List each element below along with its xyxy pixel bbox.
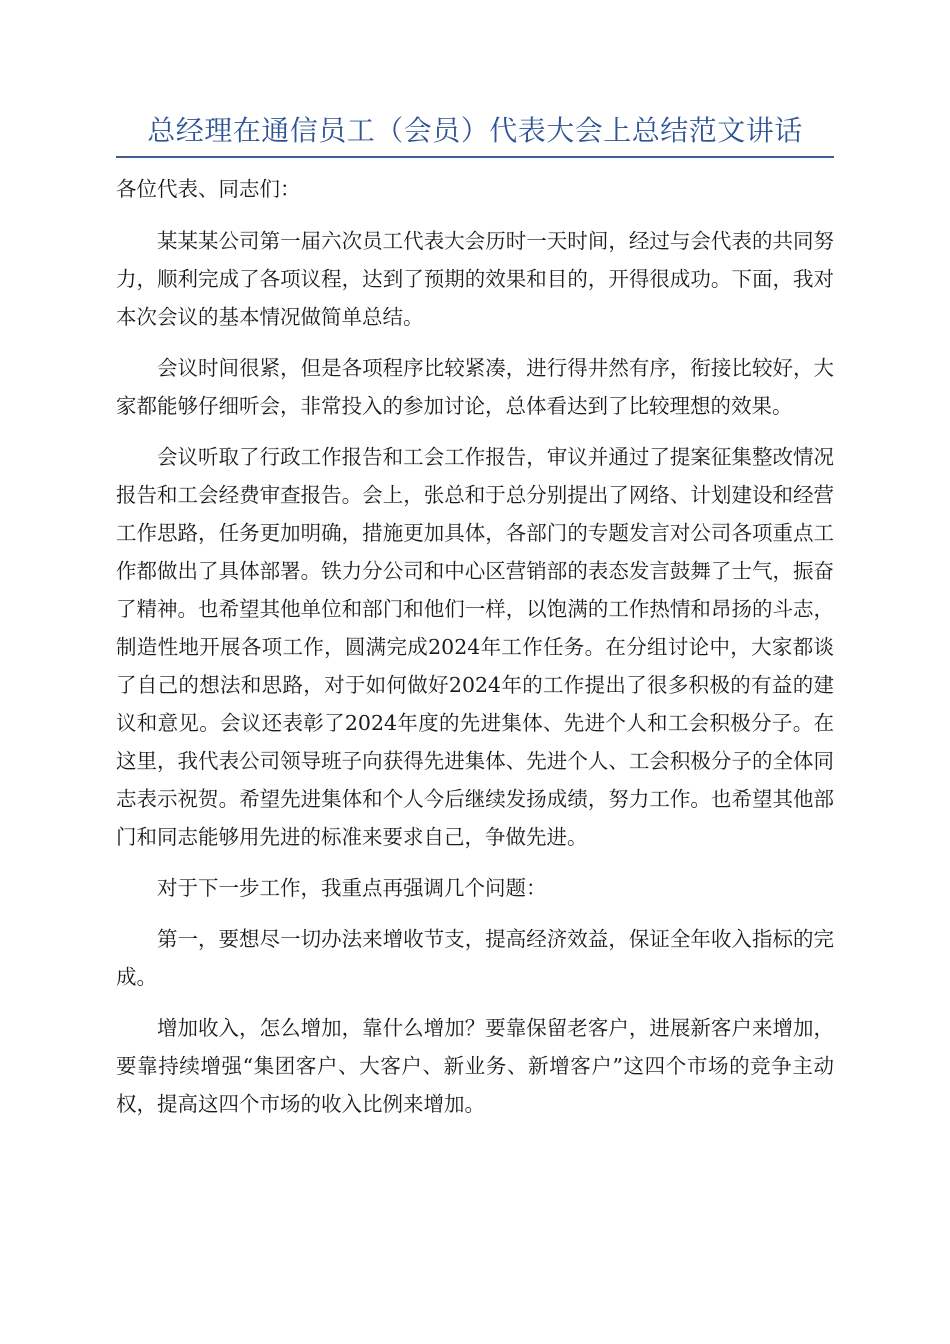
- document-body: [116, 170, 834, 1136]
- paragraph-3: 会议听取了行政工作报告和工会工作报告，审议并通过了提案征集整改情况报告和工会经费审查报告。会上，张总和于总分别提出了网络、计划建设和经营工作思路，任务更加明确，措施更加具体，各部门的专题发言对公司各项重点工作都做出了具体部署。铁力分公司和中心区营销部的表态发言鼓舞了士气，振奋了精神。也希望其他单位和部门和他们一样，以饱满的工作热情和昂扬的斗志，制造性地开展各项工作，圆满完成2024年工作任务。在分组讨论中，大家都谈了自己的想法和思路，对于如何做好2024年的工作提出了很多积极的有益的建议和意见。会议还表彰了2024年度的先进集体、先进个人和工会积极分子。在这里，我代表公司领导班子向获得先进集体、先进个人、工会积极分子的全体同志表示祝贺。希望先进集体和个人今后继续发扬成绩，努力工作。也希望其他部门和同志能够用先进的标准来要求自己，争做先进。: [116, 445, 834, 849]
- paragraph-5: 第一，要想尽一切办法来增收节支，提高经济效益，保证全年收入指标的完成。: [116, 927, 834, 989]
- paragraph-4: 对于下一步工作，我重点再强调几个问题：: [157, 876, 547, 900]
- title-block: [116, 108, 834, 158]
- paragraph-6: 增加收入，怎么增加，靠什么增加？要靠保留老客户，进展新客户来增加，要靠持续增强“集团客户、大客户、新业务、新增客户”这四个市场的竞争主动权，提高这四个市场的收入比例来增加。: [116, 1016, 834, 1116]
- paragraph-1: 某某某公司第一届六次员工代表大会历时一天时间，经过与会代表的共同努力，顺利完成了各项议程，达到了预期的效果和目的，开得很成功。下面，我对本次会议的基本情况做简单总结。: [116, 229, 834, 329]
- paragraph-2: 会议时间很紧，但是各项程序比较紧凑，进行得井然有序，衔接比较好，大家都能够仔细听会，非常投入的参加讨论，总体看达到了比较理想的效果。: [116, 356, 834, 418]
- greeting: 各位代表、同志们：: [116, 177, 301, 201]
- document-title: 总经理在通信员工（会员）代表大会上总结范文讲话: [147, 114, 803, 147]
